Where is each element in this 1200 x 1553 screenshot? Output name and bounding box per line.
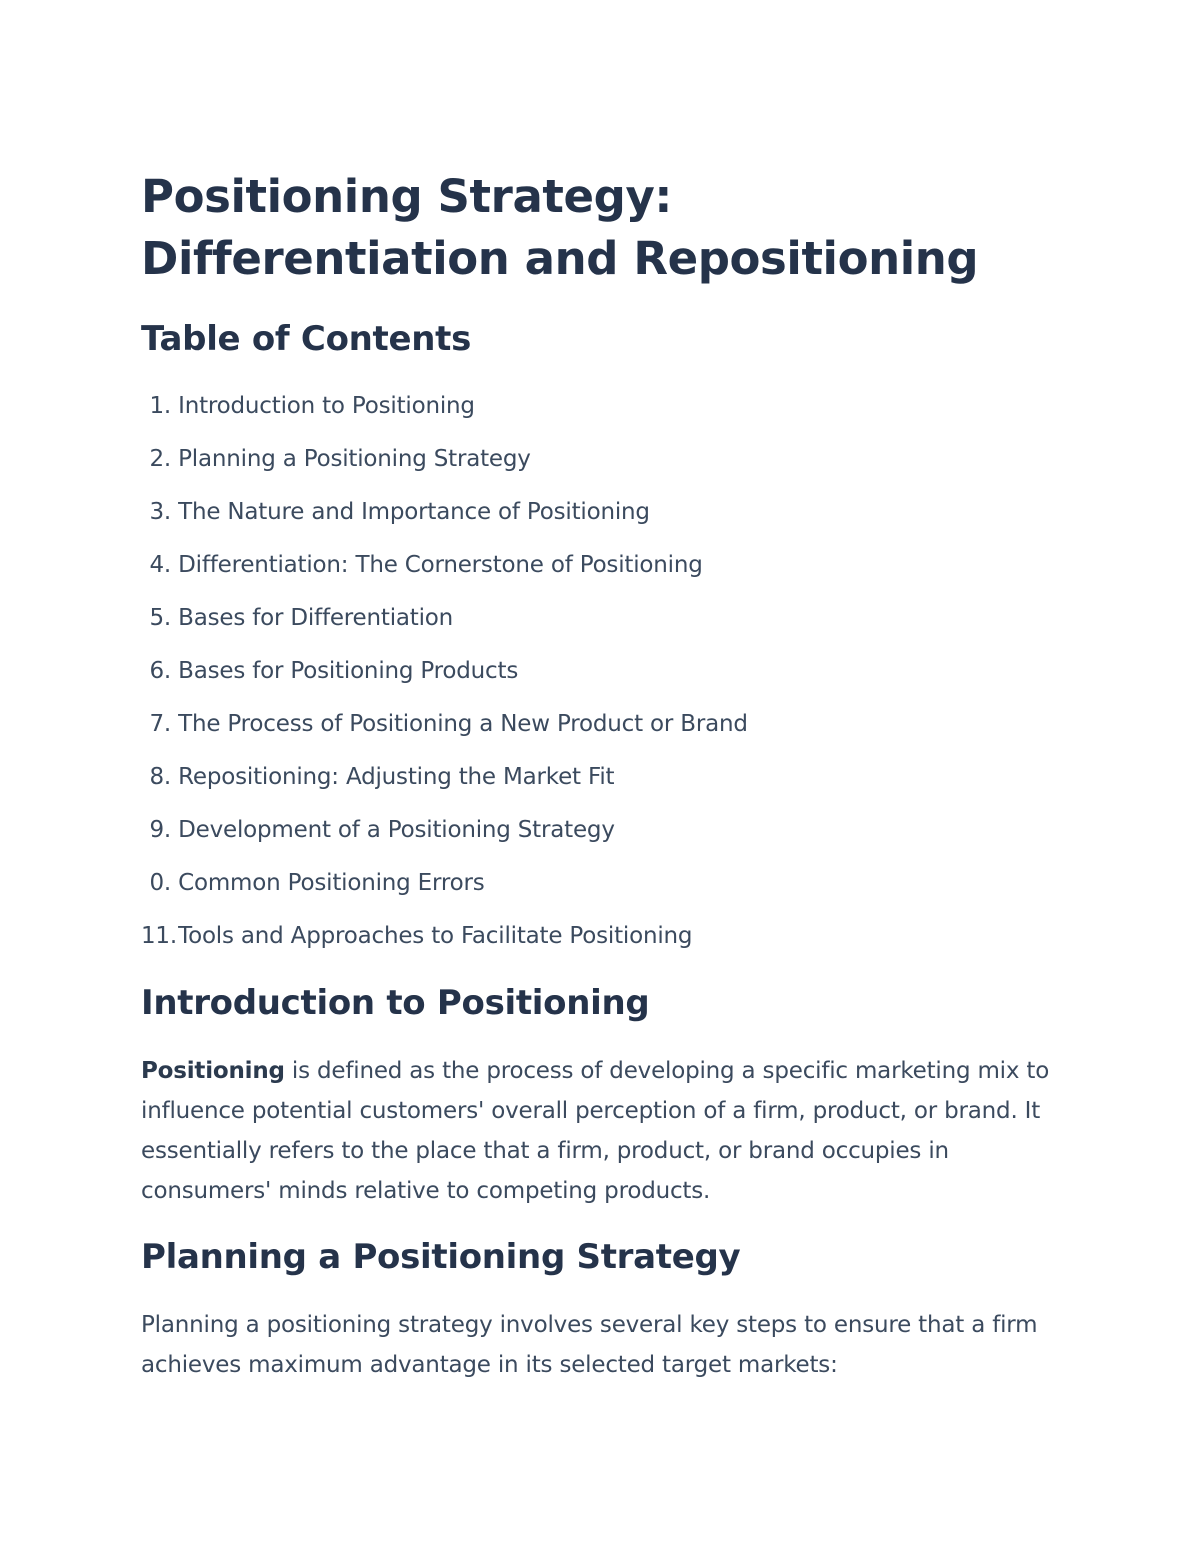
toc-item-number: 11.: [141, 923, 177, 949]
toc-item-label: The Nature and Importance of Positioning: [178, 499, 650, 525]
toc-item[interactable]: [141, 439, 748, 492]
toc-item[interactable]: [141, 386, 748, 439]
toc-item-label: The Process of Positioning a New Product or Brand: [178, 711, 748, 737]
toc-heading: Table of Contents: [141, 319, 472, 359]
toc-item-number: 3.: [149, 499, 171, 525]
toc-item-label: Common Positioning Errors: [178, 870, 485, 896]
toc-item-label: Bases for Differentiation: [178, 605, 454, 631]
toc-item-number: 5.: [149, 605, 171, 631]
section-paragraph-introduction: [141, 1051, 1056, 1211]
toc-item-label: Differentiation: The Cornerstone of Positioning: [178, 552, 703, 578]
toc-item[interactable]: [141, 810, 748, 863]
toc-item-number: 2.: [149, 446, 171, 472]
paragraph-text: is defined as the process of developing a specific marketing mix to influence potential customers' overall perception of a firm, product, or brand. It essentially refers to the place that a firm, product, or brand occupies in consumers' minds relative to competing products.: [141, 1058, 1050, 1204]
toc-item[interactable]: [141, 545, 748, 598]
defined-term: Positioning: [141, 1058, 285, 1084]
toc-item[interactable]: [141, 863, 748, 916]
toc-item-label: Introduction to Positioning: [178, 393, 475, 419]
section-heading-planning: Planning a Positioning Strategy: [141, 1237, 741, 1277]
toc-item[interactable]: [141, 492, 748, 545]
toc-item[interactable]: [141, 704, 748, 757]
toc-item-number: 9.: [149, 817, 171, 843]
toc-item-label: Repositioning: Adjusting the Market Fit: [178, 764, 615, 790]
toc-item[interactable]: [141, 598, 748, 651]
toc-item-label: Development of a Positioning Strategy: [178, 817, 615, 843]
document-title: Positioning Strategy: Differentiation and Repositioning: [141, 170, 979, 285]
toc-item-number: 6.: [149, 658, 171, 684]
toc-item[interactable]: [141, 916, 748, 969]
toc-item[interactable]: [141, 651, 748, 704]
toc-item-label: Bases for Positioning Products: [178, 658, 519, 684]
toc-item-number: 4.: [149, 552, 171, 578]
toc-item-number: 0.: [149, 870, 171, 896]
toc-item-label: Tools and Approaches to Facilitate Positioning: [178, 923, 693, 949]
toc-item-number: 1.: [149, 393, 171, 419]
table-of-contents: [141, 386, 748, 969]
toc-item-number: 7.: [149, 711, 171, 737]
toc-item-number: 8.: [149, 764, 171, 790]
toc-item[interactable]: [141, 757, 748, 810]
section-heading-introduction: Introduction to Positioning: [141, 983, 650, 1023]
toc-item-label: Planning a Positioning Strategy: [178, 446, 531, 472]
section-paragraph-planning: Planning a positioning strategy involves several key steps to ensure that a firm achieves maximum advantage in its selected target markets:: [141, 1312, 1038, 1378]
